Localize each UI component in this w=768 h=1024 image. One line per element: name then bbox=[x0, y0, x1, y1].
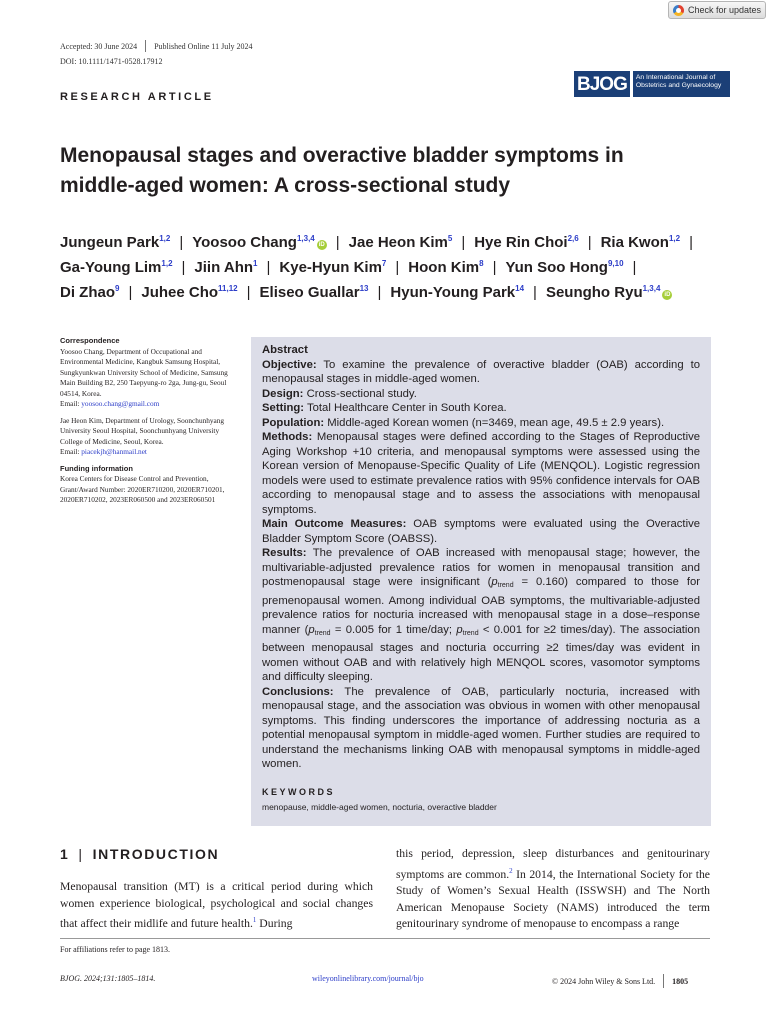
email-label: Email: bbox=[60, 399, 82, 408]
author-separator: | bbox=[395, 259, 400, 276]
keywords: menopause, middle-aged women, nocturia, overactive bladder bbox=[262, 802, 497, 812]
affiliation-link[interactable]: 8 bbox=[479, 259, 484, 268]
correspondence-heading: Correspondence bbox=[60, 336, 120, 345]
citation: BJOG. 2024;131:1805–1814. bbox=[60, 974, 156, 983]
author-name: Hoon Kim$^8$ bbox=[408, 259, 484, 276]
email-link-2[interactable]: piacekjh@hanmail.net bbox=[81, 447, 147, 456]
publication-dates bbox=[60, 40, 252, 52]
author-name: Seungho Ryu$^{1,3,4}$iD bbox=[545, 284, 671, 301]
author-separator: | bbox=[533, 284, 537, 301]
author-separator: | bbox=[587, 234, 592, 251]
article-title: Menopausal stages and overactive bladder symptoms in middle-aged women: A cross-sectional study bbox=[60, 144, 624, 197]
author-name: Hyun-Young Park$^{14}$ bbox=[390, 284, 525, 301]
footnote-divider bbox=[60, 938, 710, 939]
affiliation-link[interactable]: 1,3,4 bbox=[642, 284, 661, 293]
abstract-heading: Abstract bbox=[262, 344, 308, 356]
author-name: Kye-Hyun Kim$^7$ bbox=[279, 259, 387, 276]
funding-heading: Funding information bbox=[60, 463, 133, 473]
section-number: 1 bbox=[60, 846, 70, 862]
author-name: Di Zhao$^9$ bbox=[60, 284, 120, 301]
author-name: Ga-Young Lim$^{1,2}$ bbox=[60, 259, 173, 276]
author-separator: | bbox=[632, 259, 637, 276]
check-for-updates-label: Check for updates bbox=[688, 5, 762, 15]
author-name: Jungeun Park$^{1,2}$ bbox=[60, 234, 171, 251]
author-separator: | bbox=[181, 259, 186, 276]
journal-url-link[interactable]: wileyonlinelibrary.com/journal/bjo bbox=[312, 974, 424, 983]
affiliation-link[interactable]: 14 bbox=[515, 284, 525, 293]
keywords-heading: KEYWORDS bbox=[262, 786, 336, 797]
author-name: Jiin Ahn$^1$ bbox=[194, 259, 258, 276]
author-name: Ria Kwon$^{1,2}$ bbox=[600, 234, 681, 251]
author-name: Eliseo Guallar$^{13}$ bbox=[259, 284, 369, 301]
section-title: INTRODUCTION bbox=[92, 846, 220, 862]
affiliation-link[interactable]: 5 bbox=[447, 234, 453, 243]
abstract-methods: Methods: Menopausal stages were defined according to the Stages of Reproductive Aging Workshop +10 criteria, and menopausal symptoms were assessed using the Korean version of Menopause-Specific Quality of Life (MENQOL). Logistic regression models were used to estimate prevalence ratios with 95% confidence intervals for OAB according to menopausal stage and to assess the associations with menopausal symptoms. bbox=[262, 431, 701, 516]
page-number: 1805 bbox=[672, 976, 689, 986]
correspondence-panel bbox=[60, 336, 235, 512]
abstract-design: Design: Cross-sectional study. bbox=[262, 387, 417, 400]
section-heading-introduction: 1 | INTRODUCTION bbox=[60, 846, 220, 862]
abstract-outcome: Main Outcome Measures: OAB symptoms were evaluated using the Overactive Bladder Symptom Score (OABSS). bbox=[262, 518, 701, 545]
author-list-line-3 bbox=[60, 276, 720, 305]
abstract-setting: Setting: Total Healthcare Center in South Korea. bbox=[262, 402, 507, 414]
reference-link[interactable]: 1 bbox=[252, 916, 257, 925]
author-separator: | bbox=[128, 284, 133, 301]
orcid-icon[interactable]: iD bbox=[664, 292, 671, 298]
intro-paragraph-left: Menopausal transition (MT) is a critical period during which women experience biological, psychological and social changes that affect their midlife and future health.$^1$ During bbox=[60, 880, 373, 931]
crossmark-icon bbox=[673, 5, 684, 16]
author-name: Hye Rin Choi$^{2,6}$ bbox=[474, 234, 579, 251]
footer-right bbox=[552, 974, 688, 988]
author-separator: | bbox=[266, 259, 271, 276]
author-separator: | bbox=[377, 284, 382, 301]
abstract-objective: Objective: To examine the prevalence of overactive bladder (OAB) according to menopausal stages in middle-aged women. bbox=[262, 358, 701, 385]
email-link-1[interactable]: yoosoo.chang@gmail.com bbox=[81, 399, 160, 408]
author-name: Jae Heon Kim$^5$ bbox=[348, 234, 453, 251]
author-name: Yoosoo Chang$^{1,3,4}$iD bbox=[192, 234, 325, 251]
copyright: © 2024 John Wiley & Sons Ltd. bbox=[552, 976, 656, 986]
affiliation-link[interactable]: 9 bbox=[115, 284, 120, 293]
author-separator: | bbox=[689, 234, 693, 251]
reference-link[interactable]: 2 bbox=[509, 866, 513, 875]
author-separator: | bbox=[492, 259, 497, 276]
abstract-conclusions: Conclusions: The prevalence of OAB, particularly nocturia, increased with menopausal stage, and the association was obvious in women with other menopausal symptoms. This finding underscores the importance of addressing nocturia as a potential menopausal symptom in middle-aged women. Further studies are required to understand the mechanisms linking OAB with menopausal symptoms in middle-aged women. bbox=[262, 685, 701, 770]
author-name: Yun Soo Hong$^{9,10}$ bbox=[505, 259, 624, 276]
bjog-logo-mark: BJOG bbox=[574, 71, 630, 97]
affiliation-link[interactable]: 11,12 bbox=[218, 284, 238, 293]
affiliation-link[interactable]: 7 bbox=[381, 259, 387, 268]
correspondence-contact-1: Yoosoo Chang, Department of Occupational and Environmental Medicine, Kangbuk Samsung Hospital, Sungkyunkwan University School of Medicine, Samsung Main Building B2, 250 Taepyung-ro 2ga, Jung-gu, Seoul 04514, Korea. bbox=[60, 346, 228, 398]
published-date: Published Online 11 July 2024 bbox=[154, 41, 253, 51]
abstract-population: Population: Middle-aged Korean women (n=3469, mean age, 49.5 ± 2.9 years). bbox=[262, 416, 665, 429]
divider bbox=[663, 974, 664, 988]
correspondence-contact-2: Jae Heon Kim, Department of Urology, Soonchunhyang University Seoul Hospital, Soonchunhyang University College of Medicine, Seoul, Korea. bbox=[60, 415, 225, 446]
abstract-results: Results: The prevalence of OAB increased with menopausal stage; however, the multivariable-adjusted prevalence ratios for women in menopausal transition and postmenopausal stage were insignificant $(p_{trend} = 0.160)$ compared to those for premenopausal women. Among individual OAB symptoms, the multivariable-adjusted prevalence ratios for nocturia increased with menopausal stage in a dose–response manner ($p_{trend} = 0.005$ for 1 time/day; $p_{trend} < 0.001$ for ≥2 times/day). The association between menopausal stages and nocturia occurring ≥2 times/day was evident in women without OAB and with relatively high MENQOL scores, vasomotor symptoms and difficulty sleeping. bbox=[262, 547, 701, 683]
affiliation-link[interactable]: 2,6 bbox=[567, 234, 579, 243]
journal-logo[interactable] bbox=[574, 71, 730, 97]
article-type: RESEARCH ARTICLE bbox=[60, 91, 214, 103]
author-separator: | bbox=[179, 234, 184, 251]
email-label: Email: bbox=[60, 447, 82, 456]
affiliation-link[interactable]: 1 bbox=[253, 259, 258, 268]
abstract-box bbox=[251, 337, 711, 826]
affiliation-link[interactable]: 9,10 bbox=[607, 259, 624, 268]
author-separator: | bbox=[461, 234, 466, 251]
author-separator: | bbox=[246, 284, 251, 301]
affiliation-link[interactable]: 1,2 bbox=[161, 259, 173, 268]
affiliations-footnote: For affiliations refer to page 1813. bbox=[60, 945, 171, 954]
intro-paragraph-right: this period, depression, sleep disturbances and genitourinary symptoms are common.$^2$ In 2014, the International Society for the Study of Women’s Sexual Health (ISSWSH) and The North American Menopause Society (NAMS) introduced the term genitourinary syndrome of menopause to encompass a range bbox=[396, 847, 710, 931]
divider bbox=[145, 40, 146, 52]
affiliation-link[interactable]: 1,2 bbox=[159, 234, 171, 243]
check-for-updates-button[interactable] bbox=[668, 1, 766, 19]
author-name: Juhee Cho$^{11,12}$ bbox=[141, 284, 238, 301]
author-separator: | bbox=[335, 234, 340, 251]
affiliation-link[interactable]: 1,3,4 bbox=[296, 234, 315, 243]
journal-tagline: An International Journal of Obstetrics and Gynaecology bbox=[633, 71, 730, 97]
affiliation-link[interactable]: 1,2 bbox=[668, 234, 681, 243]
funding-text: Korea Centers for Disease Control and Prevention, Grant/Award Number: 2020ER710200, 2020ER710201, 2020ER710202, 2023ER060500 and 2023ER060501 bbox=[60, 474, 225, 504]
affiliation-link[interactable]: 13 bbox=[359, 284, 369, 293]
orcid-icon[interactable]: iD bbox=[318, 242, 325, 248]
accepted-date: Accepted: 30 June 2024 bbox=[60, 41, 138, 51]
doi[interactable]: DOI: 10.1111/1471-0528.17912 bbox=[60, 57, 163, 66]
